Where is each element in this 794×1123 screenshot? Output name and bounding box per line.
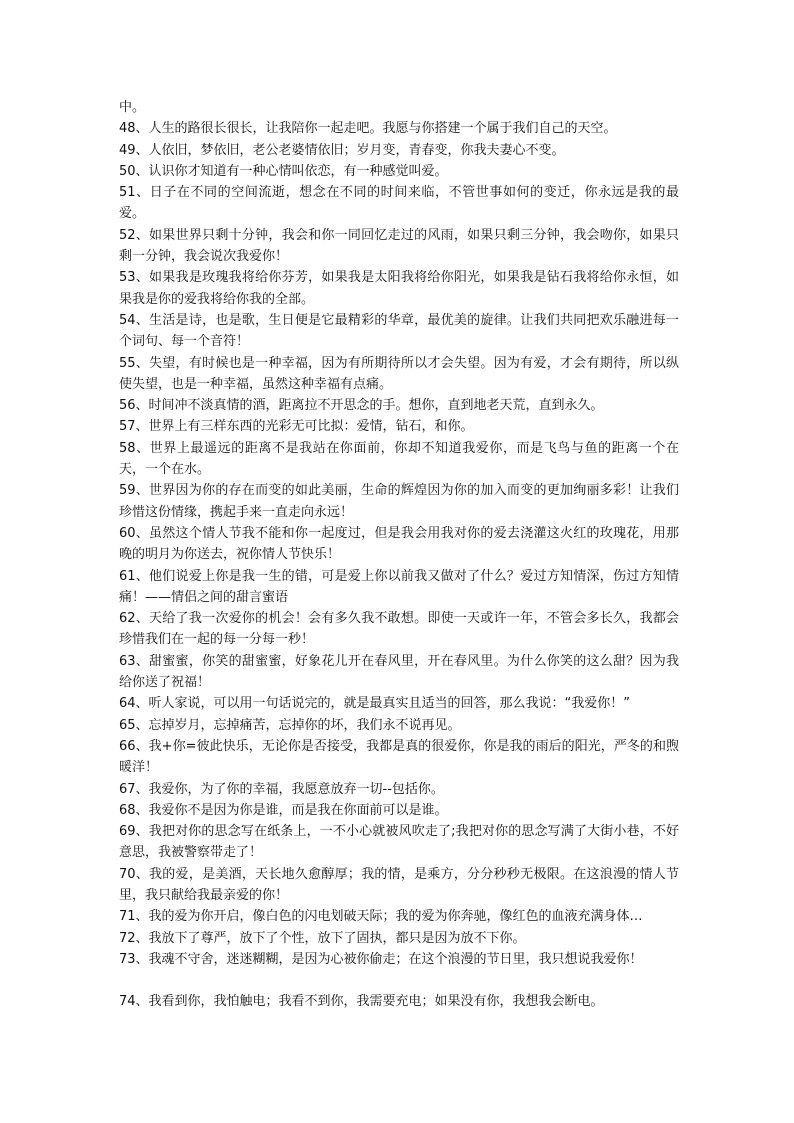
paragraph-71: 71、我的爱为你开启，像白色的闪电划破天际；我的爱为你奔驰，像红色的血液充满身体… [119,909,643,925]
paragraph-51: 51、日子在不同的空间流逝，想念在不同的时间来临，不管世事如何的变迁，你永远是我的最爱。 [119,185,679,222]
paragraph-67: 67、我爱你，为了你的幸福，我愿意放弃一切--包括你。 [119,781,444,797]
paragraph-66: 66、我+你=彼此快乐，无论你是否接受，我都是真的很爱你，你是我的雨后的阳光，严冬的和煦暖洋！ [119,738,679,776]
paragraph-53: 53、如果我是玫瑰我将给你芬芳，如果我是太阳我将给你阳光，如果我是钻石我将给你永恒，如果我是你的爱我将给你我的全部。 [119,270,679,307]
paragraph-62: 62、天给了我一次爱你的机会！会有多久我不敢想。即使一天或许一年，不管会多长久，我都会珍惜我们在一起的每一分每一秒！ [119,611,679,648]
paragraph-73: 73、我魂不守舍，迷迷糊糊，是因为心被你偷走；在这个浪漫的节日里，我只想说我爱你！ [119,951,643,967]
paragraph-65: 65、忘掉岁月，忘掉痛苦，忘掉你的坏，我们永不说再见。 [119,717,461,733]
paragraph-59: 59、世界因为你的存在而变的如此美丽，生命的辉煌因为你的加入而变的更加绚丽多彩！让我们珍惜这份情缘，携起手来一直走向永远！ [119,483,679,520]
paragraph-55: 55、失望，有时候也是一种幸福，因为有所期待所以才会失望。因为有爱，才会有期待，所以纵使失望，也是一种幸福，虽然这种幸福有点痛。 [119,355,679,392]
paragraph-48: 48、人生的路很长很长，让我陪你一起走吧。我愿与你搭建一个属于我们自己的天空。 [119,121,617,137]
paragraph-63: 63、甜蜜蜜，你笑的甜蜜蜜，好象花儿开在春风里，开在春风里。为什么你笑的这么甜？因为我给你送了祝福！ [119,653,679,691]
paragraph-60: 60、虽然这个情人节我不能和你一起度过，但是我会用我对你的爱去浇灌这火红的玫瑰花，用那晚的明月为你送去，祝你情人节快乐！ [119,525,679,563]
paragraph-50: 50、认识你才知道有一种心情叫依恋，有一种感觉叫爱。 [119,163,448,179]
paragraph-57: 57、世界上有三样东西的光彩无可比拟：爱情，钻石，和你。 [119,419,474,435]
paragraph-64: 64、听人家说，可以用一句话说完的，就是最真实且适当的回答，那么我说：“我爱你！” [119,696,631,712]
paragraph-49: 49、人依旧，梦依旧，老公老婆情依旧；岁月变，青春变，你我夫妻心不变。 [119,142,565,158]
document-body [119,97,679,1012]
paragraph-70: 70、我的爱，是美酒，天长地久愈醇厚；我的情，是乘方，分分秒秒无极限。在这浪漫的情人节里，我只献给我最亲爱的你！ [119,866,679,903]
paragraph-56: 56、时间冲不淡真情的酒，距离拉不开思念的手。想你，直到地老天荒，直到永久。 [119,398,604,414]
paragraph-72: 72、我放下了尊严，放下了个性，放下了固执，都只是因为放不下你。 [119,930,526,946]
paragraph-52: 52、如果世界只剩十分钟，我会和你一同回忆走过的风雨，如果只剩三分钟，我会吻你，如果只剩一分钟，我会说次我爱你！ [119,227,679,265]
paragraph-54: 54、生活是诗，也是歌，生日便是它最精彩的华章，最优美的旋律。让我们共同把欢乐融进每一个词句、每一个音符！ [119,312,679,350]
paragraph-spacer [119,970,679,991]
paragraph-61: 61、他们说爱上你是我一生的错，可是爱上你以前我又做对了什么？爱过方知情深，伤过方知情痛！——情侣之间的甜言蜜语 [119,568,679,605]
paragraph-69: 69、我把对你的思念写在纸条上，一不小心就被风吹走了;我把对你的思念写满了大街小巷，不好意思，我被警察带走了！ [119,824,679,861]
paragraph-68: 68、我爱你不是因为你是谁，而是我在你面前可以是谁。 [119,802,448,818]
paragraph-continuation: 中。 [119,100,146,115]
paragraph-74: 74、我看到你，我怕触电；我看不到你，我需要充电；如果没有你，我想我会断电。 [119,994,604,1010]
paragraph-58: 58、世界上最遥远的距离不是我站在你面前，你却不知道我爱你，而是飞鸟与鱼的距离一个在天，一个在水。 [119,440,679,478]
